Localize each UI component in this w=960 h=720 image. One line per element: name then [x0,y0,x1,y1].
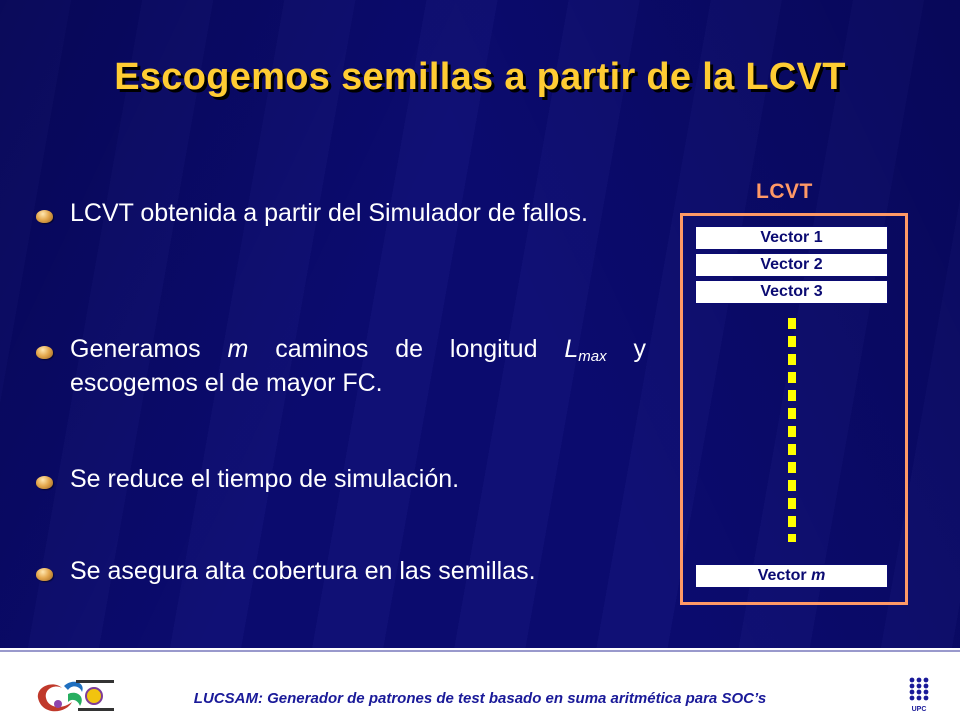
upc-logo-text: UPC [911,706,927,713]
upc-logo-icon [906,674,938,714]
variable-l: L [564,335,579,363]
vector-1-box: Vector 1 [695,226,888,250]
bullet-text-part: Generamos [70,335,228,363]
bullet-icon [36,476,53,489]
bullet-text: Se reduce el tiempo de simulación. [70,465,460,493]
bullet-icon [36,346,53,359]
footer-caption: LUCSAM: Generador de patrones de test basado en suma aritmética para SOC’s [193,690,767,707]
subscript-max: max [578,348,607,365]
variable-m: m [227,335,249,363]
lcvt-label: LCVT [756,180,813,203]
bullet-text [70,332,646,400]
vector-m-box [695,564,888,588]
footer-divider [0,650,960,652]
slide-title: Escogemos semillas a partir de la LCVT [114,56,846,98]
bullet-icon [36,210,53,223]
bullet-text-part: y escogemos el de mayor FC. [70,335,646,397]
bullet-text-part: caminos de longitud [248,335,565,363]
vector-2-box: Vector 2 [695,253,888,277]
bullet-icon [36,568,53,581]
vector-m-prefix: Vector [757,567,812,584]
bullet-text: LCVT obtenida a partir del Simulador de fallos. [70,199,588,227]
vector-3-box: Vector 3 [695,280,888,304]
footer-bar [0,648,960,720]
vector-m-variable: m [811,567,826,584]
bullet-text: Se asegura alta cobertura en las semillas. [70,557,536,585]
ellipsis-dots [788,318,796,542]
